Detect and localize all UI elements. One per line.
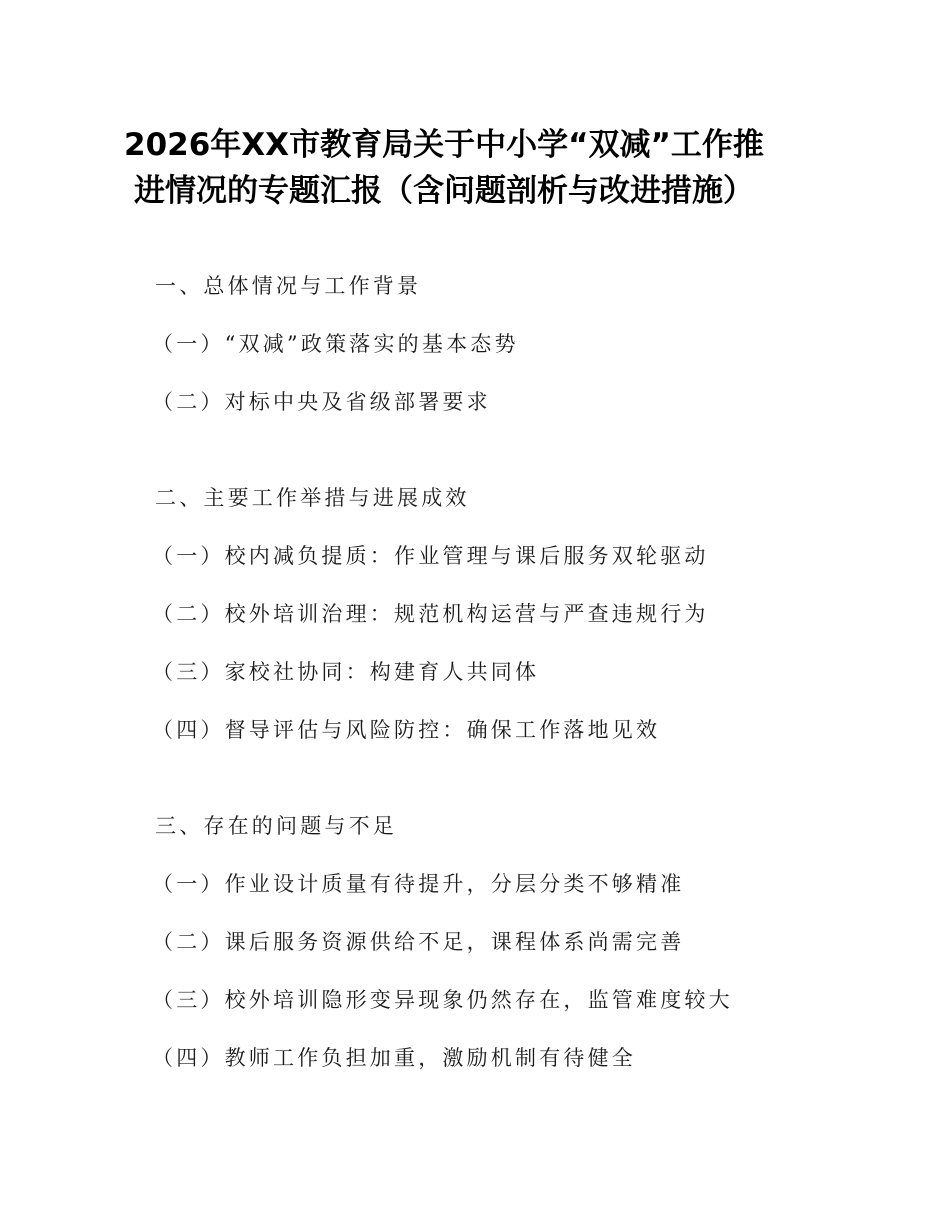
section-3-item-3: （三）校外培训隐形变异现象仍然存在，监管难度较大: [152, 988, 733, 1012]
document-title-line-2: 进情况的专题汇报（含问题剖析与改进措施）: [134, 173, 754, 209]
document-title-line-1: 2026年XX市教育局关于中小学“双减”工作推: [124, 127, 764, 163]
section-1-item-1: （一）“双减”政策落实的基本态势: [152, 332, 519, 356]
section-heading-2: 二、主要工作举措与进展成效: [155, 486, 470, 510]
section-3-item-4: （四）教师工作负担加重，激励机制有待健全: [152, 1046, 636, 1070]
section-2-item-2: （二）校外培训治理：规范机构运营与严查违规行为: [152, 602, 709, 626]
section-3-item-2: （二）课后服务资源供给不足，课程体系尚需完善: [152, 930, 685, 954]
section-1-item-2: （二）对标中央及省级部署要求: [152, 390, 491, 414]
section-3-item-1: （一）作业设计质量有待提升，分层分类不够精准: [152, 872, 685, 896]
section-heading-1: 一、总体情况与工作背景: [155, 274, 422, 298]
section-2-item-1: （一）校内减负提质：作业管理与课后服务双轮驱动: [152, 544, 709, 568]
section-2-item-4: （四）督导评估与风险防控：确保工作落地见效: [152, 718, 661, 742]
section-heading-3: 三、存在的问题与不足: [155, 814, 397, 838]
section-2-item-3: （三）家校社协同：构建育人共同体: [152, 660, 540, 684]
